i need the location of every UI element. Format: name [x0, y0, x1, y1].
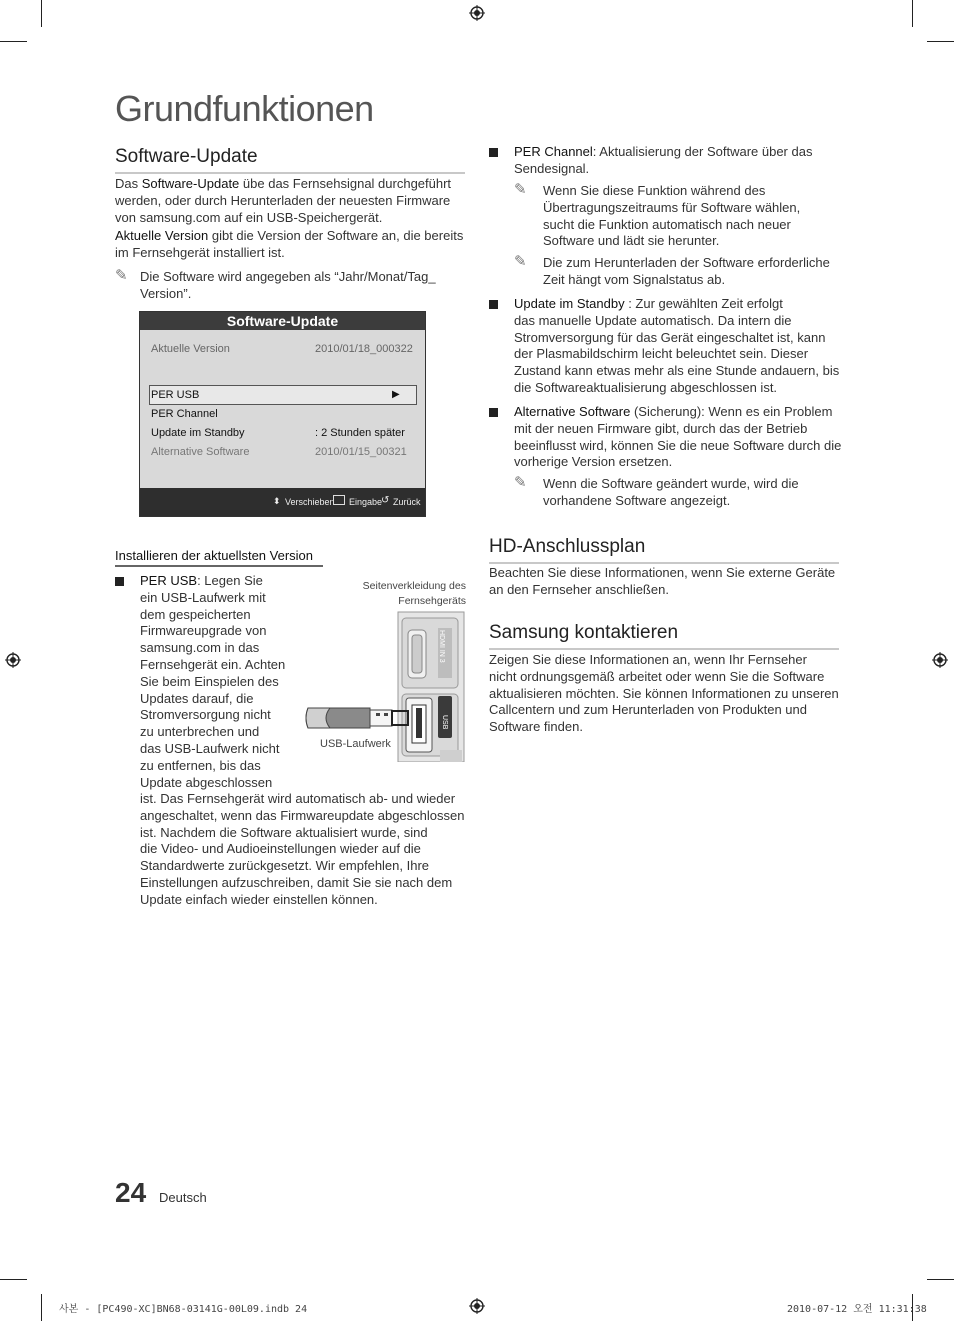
- osd-item-per-channel[interactable]: [151, 408, 411, 424]
- alternative-software-note: [543, 476, 843, 510]
- up-down-arrows-icon: ⬍: [273, 496, 281, 506]
- install-per-usb-wide: [140, 791, 470, 909]
- install-line: Update einfach wieder einstellen können.: [140, 891, 378, 907]
- samsung-kontaktieren-text: [489, 652, 844, 736]
- print-file-info: 사본 - [PC490-XC]BN68-03141G-00L09.indb 24: [59, 1304, 308, 1315]
- intro-line: übe das Fernsehsignal durchgeführt: [239, 176, 452, 191]
- install-line: : Legen Sie: [197, 573, 263, 588]
- intro-line: von samsung.com auf ein USB-Speichergerät.: [115, 209, 383, 225]
- hd-anschlussplan-text: [489, 565, 844, 599]
- software-update-osd: [139, 311, 426, 517]
- per-channel-note-1: [543, 183, 843, 250]
- note-line: Die Software wird angegeben als “Jahr/Monat/Tag_: [140, 269, 436, 284]
- contact-line: nicht ordnungsgemäß arbeitet oder wenn Sie die Software: [489, 668, 825, 684]
- enter-key-icon: [333, 495, 345, 505]
- update-standby-text: [514, 296, 844, 397]
- install-line: samsung.com in das: [140, 640, 260, 656]
- caption-line: Fernsehgeräts: [398, 595, 466, 607]
- per-channel-line: Sendesignal.: [514, 160, 590, 176]
- note-line: Software und lädt sie herunter.: [543, 233, 720, 249]
- standby-line: der Plasmabildschirm leicht beleuchtet sein. Dieser: [514, 346, 809, 362]
- usb-drive-label: USB-Laufwerk: [320, 738, 391, 750]
- per-channel-line: : Aktualisierung der Software über das: [592, 144, 813, 159]
- osd-current-value: 2010/01/18_000322: [315, 343, 413, 355]
- note-line: Die zum Herunterladen der Software erforderliche: [543, 255, 830, 270]
- crop-mark: [912, 0, 913, 27]
- right-arrow-icon: ▶: [392, 389, 400, 400]
- osd-item-alternative-software[interactable]: [151, 446, 411, 462]
- crop-mark: [41, 0, 42, 27]
- note-line: Zeit hängt vom Signalstatus ab.: [543, 271, 726, 287]
- standby-line: : Zur gewählten Zeit erfolgt: [624, 296, 783, 311]
- caption-line: Seitenverkleidung des: [362, 580, 466, 592]
- crop-mark: [41, 1294, 42, 1321]
- version-format-note: [140, 269, 470, 303]
- osd-footer-enter: Eingabe: [349, 497, 383, 507]
- note-pencil-icon: ✎: [514, 253, 527, 270]
- standby-line: Zustand kann etwas mehr als eine Stunde andauern, bis: [514, 363, 840, 379]
- current-version-text: [115, 228, 470, 262]
- section-heading-software-update: Software-Update: [115, 146, 465, 174]
- osd-title: Software-Update: [140, 312, 425, 330]
- install-line: das USB-Laufwerk nicht: [140, 740, 280, 756]
- install-line: Sie beim Einspielen des: [140, 673, 279, 689]
- per-channel-bold: PER Channel: [514, 144, 593, 159]
- install-line: Firmwareupgrade von: [140, 623, 267, 639]
- section-heading-hd-anschlussplan: HD-Anschlussplan: [489, 536, 839, 564]
- per-channel-text: [514, 144, 844, 178]
- figure-caption: [330, 579, 466, 609]
- registration-mark-icon: [469, 1298, 485, 1314]
- alt-line: vorherige Version ersetzen.: [514, 454, 673, 470]
- note-line: Version”.: [140, 285, 192, 301]
- intro-pre: Das: [115, 176, 142, 191]
- bullet-square-icon: [489, 300, 498, 309]
- section-heading-samsung-kontaktieren: Samsung kontaktieren: [489, 622, 839, 650]
- hd-line: Beachten Sie diese Informationen, wenn Sie externe Geräte: [489, 565, 836, 580]
- osd-item-label: Update im Standby: [151, 427, 245, 439]
- per-channel-note-2: [543, 255, 843, 289]
- osd-item-value: 2010/01/15_00321: [315, 446, 407, 458]
- osd-current-label: Aktuelle Version: [151, 343, 230, 355]
- osd-footer: [140, 488, 425, 516]
- note-line: vorhandene Software angezeigt.: [543, 492, 731, 508]
- registration-mark-icon: [5, 652, 21, 668]
- return-arrow-icon: ↺: [381, 495, 390, 506]
- install-line: zu entfernen, bis das: [140, 757, 261, 773]
- osd-item-label: PER Channel: [151, 408, 218, 420]
- alt-line: beeinflusst wird, können Sie die neue Software durch die: [514, 437, 842, 453]
- standby-line: Stromversorgung für das Gerät eingeschaltet ist, kann: [514, 329, 826, 345]
- crop-mark: [927, 1279, 954, 1280]
- note-line: Wenn die Software geändert wurde, wird die: [543, 476, 799, 491]
- note-line: sucht die Funktion automatisch nach neuer: [543, 216, 791, 232]
- crop-mark: [0, 41, 27, 42]
- page-number: 24: [115, 1177, 147, 1208]
- software-update-intro: [115, 176, 470, 226]
- contact-line: Software finden.: [489, 719, 583, 735]
- note-pencil-icon: ✎: [514, 474, 527, 491]
- version-line: gibt die Version der Software an, die bereits: [208, 228, 464, 243]
- hd-line: an den Fernseher anschließen.: [489, 581, 669, 597]
- osd-current-version: [151, 343, 411, 359]
- install-line: zu unterbrechen und: [140, 724, 260, 740]
- contact-line: Zeigen Sie diese Informationen an, wenn Ihr Fernseher: [489, 652, 807, 667]
- note-pencil-icon: ✎: [514, 181, 527, 198]
- contact-line: Callcentern und zum Herunterladen von Produkten und: [489, 702, 807, 718]
- install-line: ist. Das Fernsehgerät wird automatisch ab- und wieder: [140, 791, 456, 806]
- crop-mark: [927, 41, 954, 42]
- version-line: im Fernsehgerät installiert ist.: [115, 244, 285, 260]
- usb-port-label: USB: [441, 715, 448, 730]
- install-line: Fernsehgerät ein. Achten: [140, 656, 286, 672]
- registration-mark-icon: [469, 5, 485, 21]
- page-language: Deutsch: [159, 1190, 207, 1205]
- install-per-usb-narrow: [140, 573, 300, 791]
- contact-line: aktualisieren möchten. Sie können Informationen zu unseren: [489, 685, 839, 701]
- install-heading: Installieren der aktuellsten Version: [115, 548, 323, 567]
- note-pencil-icon: ✎: [115, 267, 128, 284]
- standby-line: das manuelle Update automatisch. Da intern die: [514, 312, 792, 328]
- intro-bold: Software-Update: [141, 176, 240, 191]
- note-line: Übertragungszeitraums für Software wählen,: [543, 199, 801, 215]
- intro-line: werden, oder durch Herunterladen der neuesten Firmware: [115, 192, 451, 208]
- standby-bold: Update im Standby: [514, 296, 625, 311]
- install-line: dem gespeicherten: [140, 606, 251, 622]
- current-version-bold: Aktuelle Version: [115, 228, 209, 243]
- bullet-square-icon: [489, 148, 498, 157]
- osd-item-label: PER USB: [151, 389, 200, 401]
- install-line: ein USB-Laufwerk mit: [140, 589, 266, 605]
- install-line: Update abgeschlossen: [140, 774, 273, 790]
- install-line: angeschaltet, wenn das Firmwareupdate abgeschlossen: [140, 807, 465, 823]
- page-title: Grundfunktionen: [115, 88, 374, 129]
- hdmi-port-label: HDMI IN 3: [438, 630, 445, 663]
- print-timestamp: 2010-07-12 오전 11:31:38: [787, 1304, 927, 1315]
- osd-item-value: : 2 Stunden später: [315, 427, 405, 439]
- alternative-software-text: [514, 404, 844, 471]
- alt-line: mit der neuen Firmware gibt, durch das der Betrieb: [514, 420, 808, 436]
- note-line: Wenn Sie diese Funktion während des: [543, 183, 766, 198]
- alt-bold: Alternative Software: [514, 404, 631, 419]
- registration-mark-icon: [932, 652, 948, 668]
- osd-footer-back: Zurück: [393, 497, 421, 507]
- install-line: Standardwerte zurückgesetzt. Wir empfehlen, Ihre: [140, 858, 430, 874]
- install-per-usb-bold: PER USB: [140, 573, 198, 588]
- osd-item-update-standby[interactable]: [151, 427, 411, 443]
- install-line: ist. Nachdem die Software aktualisiert wurde, sind: [140, 824, 428, 840]
- osd-footer-move: Verschieben: [285, 497, 335, 507]
- osd-item-per-usb[interactable]: [151, 389, 411, 405]
- alt-line: (Sicherung): Wenn es ein Problem: [630, 404, 833, 419]
- standby-line: die Softwareaktualisierung abgeschlossen ist.: [514, 379, 778, 395]
- install-line: Updates darauf, die: [140, 690, 254, 706]
- bullet-square-icon: [489, 408, 498, 417]
- bullet-square-icon: [115, 577, 124, 586]
- install-line: Einstellungen aufzuschreiben, damit Sie sie nach dem: [140, 874, 453, 890]
- install-line: Stromversorgung nicht: [140, 707, 271, 723]
- osd-item-label: Alternative Software: [151, 446, 250, 458]
- crop-mark: [0, 1279, 27, 1280]
- install-line: die Video- und Audioeinstellungen wieder auf die: [140, 841, 421, 857]
